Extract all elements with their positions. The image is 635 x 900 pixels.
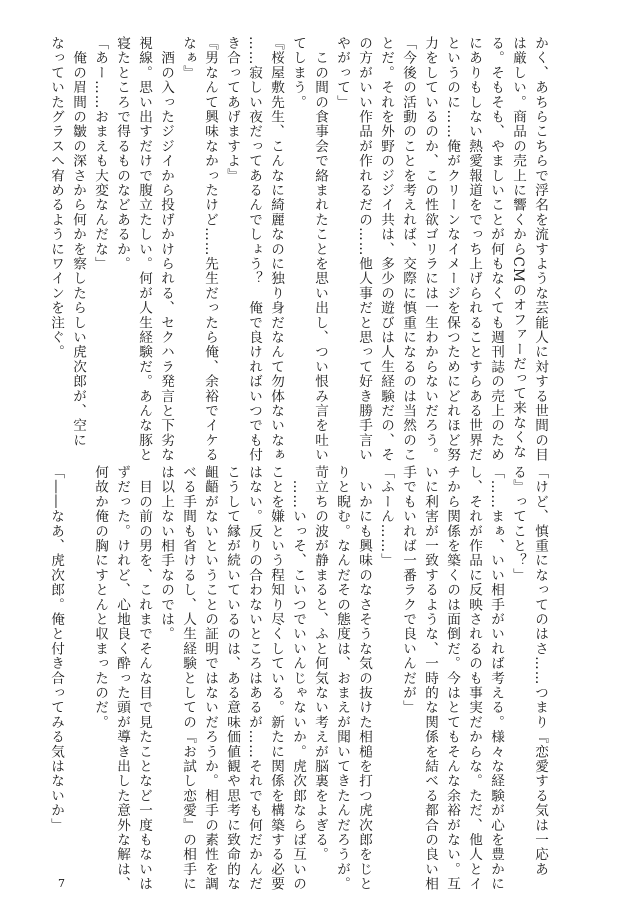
upper-text-block: かく、あちらこちらで浮名を流すような芸能人に対する世間の目 は厳しい。商品の売上に響くからCMのオファーだって来なくな る。そもそも、やましいことが何もなくても週刊誌の売上のため にありもしない熱愛報道をでっち上げられることすらある世界だ というのに……俺がクリーンなイメージを保つためにどれほど努 力をしているのか、この性欲ゴリラには一生わからないだろう。 「今後の活動のことを考えれば、交際に慎重になるのは当然のこ とだ。それを外野のジジイ共は、多少の遊びは人生経験だの、そ の方がいい作品が作れるだの……他人事だと思って好き勝手言い やがって」 この間の食事会で絡まれたことを思い出し、つい恨み言を吐い てしまう。 『桜屋敷先生、こんなに綺麗なのに独り身だなんて勿体ないなぁ ……寂しい夜だってあるんでしょう？ 俺で良ければいつでも付 き合ってあげますよ』 『男なんて興味なかったけど……先生だったら俺、余裕でイケる なぁ』 酒の入ったジジイから投げかけられる、セクハラ発言と下劣な 視線。思い出すだけで腹立たしい。何が人生経験だ。あんな豚と 寝たところで得るものなどあるか。 「あー……おまえも大変なんだな」 俺の眉間の皺の深さから何かを察したらしい虎次郎が、空に なっていたグラスへ宥めるようにワインを注ぐ。	[48, 36, 548, 463]
lower-text-block: 「けど、慎重になってのはさ……つまり『恋愛する気は一応あ る』ってこと？」 「……まぁ、いい相手がいれば考える。様々な経験が心を豊かに し、それが作品に反映されるのも事実だからな。ただ、他人とイ チから関係を築くのは面倒だ。今はとてもそんな余裕がない。互 いに利害が一致するような、一時的な関係を結べる都合の良い相 手でもいれば一番ラクで良いんだが」 「ふーん……」 いかにも興味のなさそうな気の抜けた相槌を打つ虎次郎をじと りと睨む。なんだその態度は、おまえが聞いてきたんだろうが。 苛立ちの波が静まると、ふと何気ない考えが脳裏をよぎる。 ……いっそ、こいつでいいんじゃないか。虎次郎ならば互いの ことを嫌という程知り尽くしている。新たに関係を構築する必要 はない。反りの合わないところはあるが……それでも何だかんだ こうして縁が続いているのは、ある意味価値観や思考に致命的な 齟齬がないということの証明ではないだろうか。相手の素性を調 べる手間も省けるし、人生経験としての『お試し恋愛』の相手に は以上ない相手なのでは。 目の前の男を、これまでそんな目で見たことなど一度もないは ずだった。けれど、心地良く酔った頭が導き出した意外な解は、 何故か俺の胸にすとんと収まったのだ。 「――なあ、虎次郎。俺と付き合ってみる気はないか」	[48, 465, 548, 892]
page-number: 7	[58, 877, 65, 890]
